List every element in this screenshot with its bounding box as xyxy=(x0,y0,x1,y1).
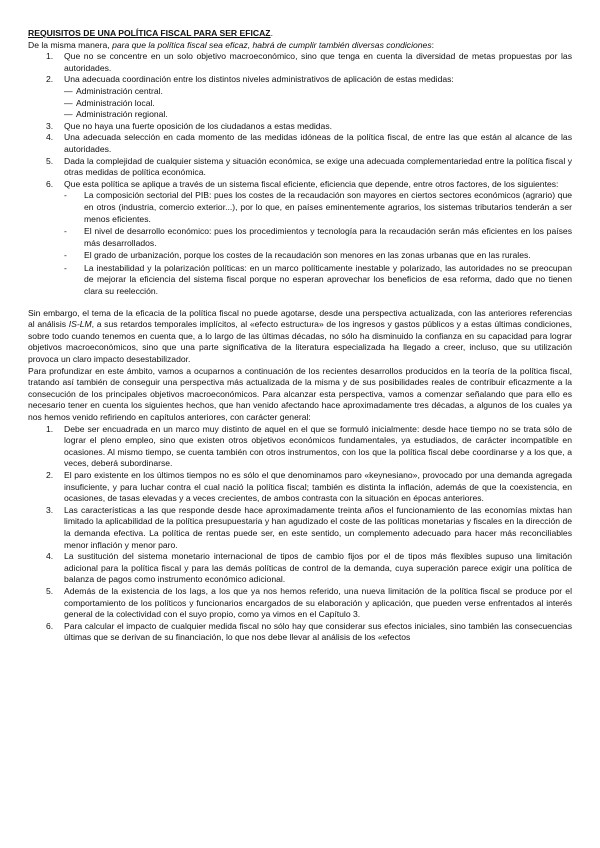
hyphen-bullet: - xyxy=(64,250,67,261)
hyphen-bullet: - xyxy=(64,262,67,273)
condition-item xyxy=(28,132,572,155)
item-text: La sustitución del sistema monetario internacional de tipos de cambio fijos por el de tipos más flexibles supuso una limitación adicional para la política fiscal y para las demás políticas de control de la demanda, cuya superación parece exigir una política de balanza de pagos como instrumento económico adicional. xyxy=(64,551,572,585)
item-number: 5. xyxy=(46,155,54,166)
para1-emphasis: IS-LM xyxy=(68,319,92,330)
item-text: Debe ser encuadrada en un marco muy distinto de aquel en el que se formuló inicialmente: desde hace tiempo no se trata sólo de lograr el pleno empleo, sino que existen otros objetivos económicos fundamentales, ya estudiados, de carácter incompatible en ocasiones. Al mismo tiempo, se cuenta también con otros instrumentos, con los que la política fiscal debe coordinarse y a los que, a veces, deberá subordinarse. xyxy=(64,423,572,469)
item-number: 4. xyxy=(46,551,54,562)
admin-level-item xyxy=(64,86,572,98)
item-number: 2. xyxy=(46,469,54,480)
admin-level-item xyxy=(64,109,572,121)
item-number: 1. xyxy=(46,51,54,62)
paragraph-deepening: Para profundizar en este ámbito, vamos a ocuparnos a continuación de los recientes desarrollos producidos en la teoría de la política fiscal, tratando así también de conseguir una perspectiva más actualizada de la misma y de sus posibilidades reales de contribuir eficazmente a la consecución de los principales objetivos macroeconómicos. Para alcanzar esta perspectiva, vamos a comenzar señalando que para ello es necesario tener en cuenta los siguientes hechos, que han venido afectando hace aproximadamente tres décadas, a algunos de los cuales ya nos hemos venido refiriendo en capítulos anteriores, con carácter general: xyxy=(28,365,572,422)
item-text: Que no se concentre en un solo objetivo macroeconómico, sino que tenga en cuenta la diversidad de metas propuestas por las autoridades. xyxy=(64,51,572,73)
condition-item xyxy=(28,179,572,191)
condition-item xyxy=(28,156,572,179)
factor-text: La inestabilidad y la polarización políticas: en un marco políticamente inestable y polarizado, las autoridades no se preocupan de mejorar la eficiencia del sistema fiscal porque no esperan aprovechar los beneficios de esa reforma, dado que no tienen clara su reelección. xyxy=(84,262,572,297)
paragraph-efficacy xyxy=(28,308,572,366)
admin-level-item xyxy=(64,98,572,110)
fact-item xyxy=(28,551,572,586)
item-number: 6. xyxy=(46,620,54,631)
item-number: 1. xyxy=(46,423,54,434)
admin-level-text: Administración local. xyxy=(76,97,155,108)
item-number: 2. xyxy=(46,74,54,85)
item-text: Las características a las que responde desde hace aproximadamente treinta años el funcionamiento de las economías mixtas han limitado la aplicabilidad de la política presupuestaria y han agudizado el coste de las políticas monetarias y fiscales en la dirección de la demanda efectiva. La política de rentas puede ser, en este sentido, un complemento adecuado para hacer más reconciliables menor inflación y menor paro. xyxy=(64,504,572,550)
paragraph-gap xyxy=(28,299,572,308)
factor-text: El grado de urbanización, porque los costes de la recaudación son menores en las zonas urbanas que en las rurales. xyxy=(84,250,531,261)
admin-level-text: Administración central. xyxy=(76,85,163,96)
fact-item xyxy=(28,470,572,505)
hyphen-bullet: - xyxy=(64,226,67,237)
item-text: Para calcular el impacto de cualquier medida fiscal no sólo hay que considerar sus efectos iniciales, sino también las consecuencias últimas que se derivan de su financiación, lo que nos debe llevar al análisis de los «efectos xyxy=(64,620,572,643)
factor-item xyxy=(28,190,572,225)
item-number: 6. xyxy=(46,178,54,189)
em-dash: — xyxy=(64,85,73,96)
condition-item xyxy=(28,51,572,74)
efficiency-factors-list xyxy=(28,190,572,297)
fact-item xyxy=(28,505,572,551)
facts-list xyxy=(28,424,572,644)
item-text: Además de la existencia de los lags, a los que ya nos hemos referido, una nueva limitación de la política fiscal se produce por el comportamiento de los políticos y funcionarios encargados de su elaboración y aplicación, que pueden verse enfrentados al interés general de la colectividad con el suyo propio, como ya vimos en el Capítulo 3. xyxy=(64,585,572,620)
fact-item xyxy=(28,586,572,621)
intro-emphasis: para que la política fiscal sea eficaz, habrá de cumplir también diversas condiciones xyxy=(112,39,432,50)
factor-text: La composición sectorial del PIB: pues los costes de la recaudación son mayores en ciertos sectores económicos (agrario) que en otros (industria, comercio exterior...), por lo que, en países eminentemente agrarios, los sistemas tributarios tenderán a ser menos eficientes. xyxy=(84,190,572,224)
hyphen-bullet: - xyxy=(64,190,67,201)
item-text: Dada la complejidad de cualquier sistema y situación económica, se exige una adecuada complementariedad entre la política fiscal y otras medidas de política económica. xyxy=(64,155,572,178)
item-number: 5. xyxy=(46,585,54,596)
conditions-list xyxy=(28,51,572,190)
item-number: 3. xyxy=(46,504,54,515)
em-dash: — xyxy=(64,109,73,120)
fact-item xyxy=(28,424,572,470)
para1-post: , a sus retardos temporales implícitos, al «efecto estructura» de los ingresos y gastos públicos y a estas últimas condiciones, sobre todo cuando tenemos en cuenta que, a lo largo de las últimas décadas, no sólo ha disminuido la confianza en su capacidad para lograr objetivos macroeconómicos, sino que una parte significativa de la literatura especializada ha llegado a creer, incluso, que su utilización provoca un claro impacto desestabilizador. xyxy=(28,319,573,365)
item-text: Que esta política se aplique a través de un sistema fiscal eficiente, eficiencia que depende, entre otros factores, de los siguientes: xyxy=(64,178,559,189)
em-dash: — xyxy=(64,97,73,108)
factor-item xyxy=(28,250,572,262)
item-text: Una adecuada selección en cada momento de las medidas idóneas de la política fiscal, de entre las que están al alcance de las autoridades. xyxy=(64,132,572,154)
item-number: 3. xyxy=(46,120,54,131)
item-text: Que no haya una fuerte oposición de los ciudadanos a estas medidas. xyxy=(64,120,333,131)
factor-text: El nivel de desarrollo económico: pues los procedimientos y tecnología para la recaudación serán más eficientes en los países más desarrollados. xyxy=(84,226,572,248)
item-text: El paro existente en los últimos tiempos no es sólo el que denominamos paro «keynesiano», provocado por una demanda agregada insuficiente, y para luchar contra el cual nació la política fiscal; también es distinta la inflación, además de que la coexistencia, en ocasiones, de tasas elevadas y a veces crecientes, de ambos contrasta con la situación en épocas anteriores. xyxy=(64,469,572,504)
section-title: REQUISITOS DE UNA POLÍTICA FISCAL PARA SER EFICAZ xyxy=(28,28,271,38)
item-text: Una adecuada coordinación entre los distintos niveles administrativos de aplicación de estas medidas: xyxy=(64,74,454,85)
para1-pre: Sin embargo, el tema de la eficacia de la política fiscal no puede agotarse, desde una perspectiva actualizada, con las anteriores referencias al análisis xyxy=(28,307,572,330)
intro-post: : xyxy=(431,39,435,50)
section-heading xyxy=(28,28,572,40)
fact-item xyxy=(28,621,572,644)
item-number: 4. xyxy=(46,132,54,143)
condition-item xyxy=(28,74,572,120)
condition-item xyxy=(28,121,572,133)
intro-pre: De la misma manera, xyxy=(28,39,113,50)
admin-levels-list xyxy=(64,86,572,121)
factor-item xyxy=(28,263,572,298)
factor-item xyxy=(28,226,572,249)
title-period: . xyxy=(270,28,273,38)
admin-level-text: Administración regional. xyxy=(76,109,168,120)
intro-sentence xyxy=(28,40,572,52)
